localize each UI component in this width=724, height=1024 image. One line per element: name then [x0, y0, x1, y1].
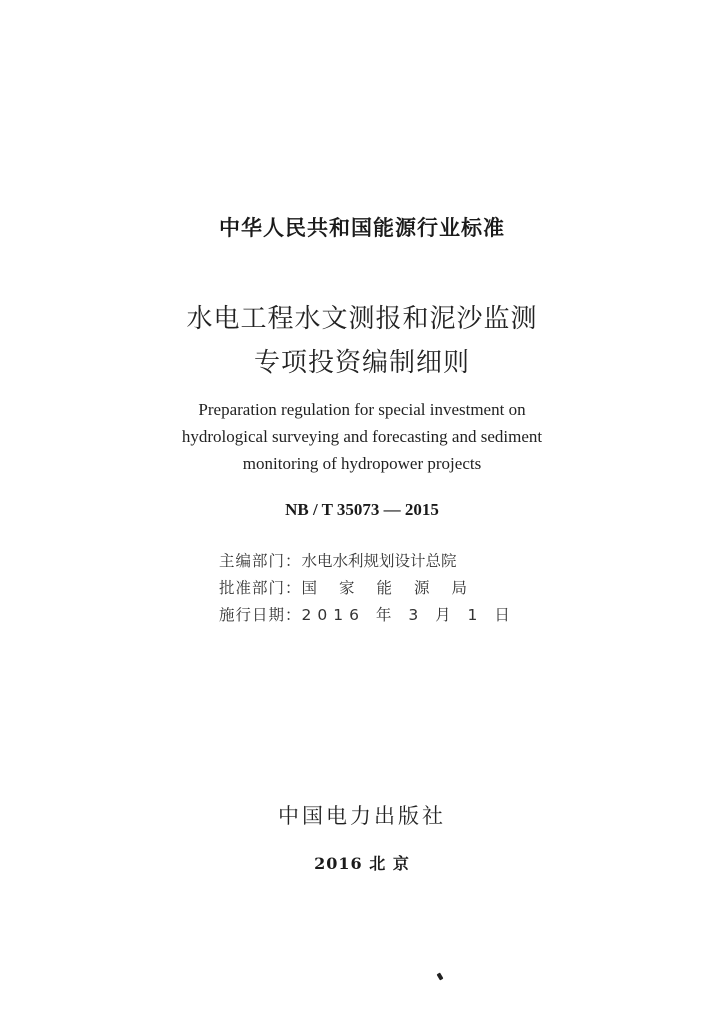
publication-place-year: 2016 北 京: [314, 854, 410, 873]
publisher: 中国电力出版社: [278, 804, 446, 828]
english-title-line-3: monitoring of hydropower projects: [242, 454, 482, 473]
standard-category: 中华人民共和国能源行业标准: [219, 216, 505, 240]
effective-date-value: 2016 年 3 月 1 日: [301, 606, 516, 624]
approver-department-value: 国家能源局: [301, 579, 490, 597]
approver-department-label: 批准部门：: [219, 579, 302, 597]
effective-date-row: [219, 603, 516, 625]
english-title-line-2: hydrological surveying and forecasting and sediment: [181, 427, 543, 446]
editor-department-label: 主编部门：: [219, 552, 302, 570]
print-mark: [437, 972, 444, 980]
editor-department-row: [219, 549, 457, 571]
chinese-title-line-1: 水电工程水文测报和泥沙监测: [186, 304, 538, 334]
editor-department-value: 水电水利规划设计总院: [301, 552, 457, 570]
english-title-line-1: Preparation regulation for special investment on: [198, 400, 526, 419]
approver-department-row: [219, 576, 489, 598]
standard-code: NB / T 35073 — 2015: [285, 500, 439, 519]
chinese-title-line-2: 专项投资编制细则: [253, 348, 470, 378]
effective-date-label: 施行日期：: [219, 606, 302, 624]
